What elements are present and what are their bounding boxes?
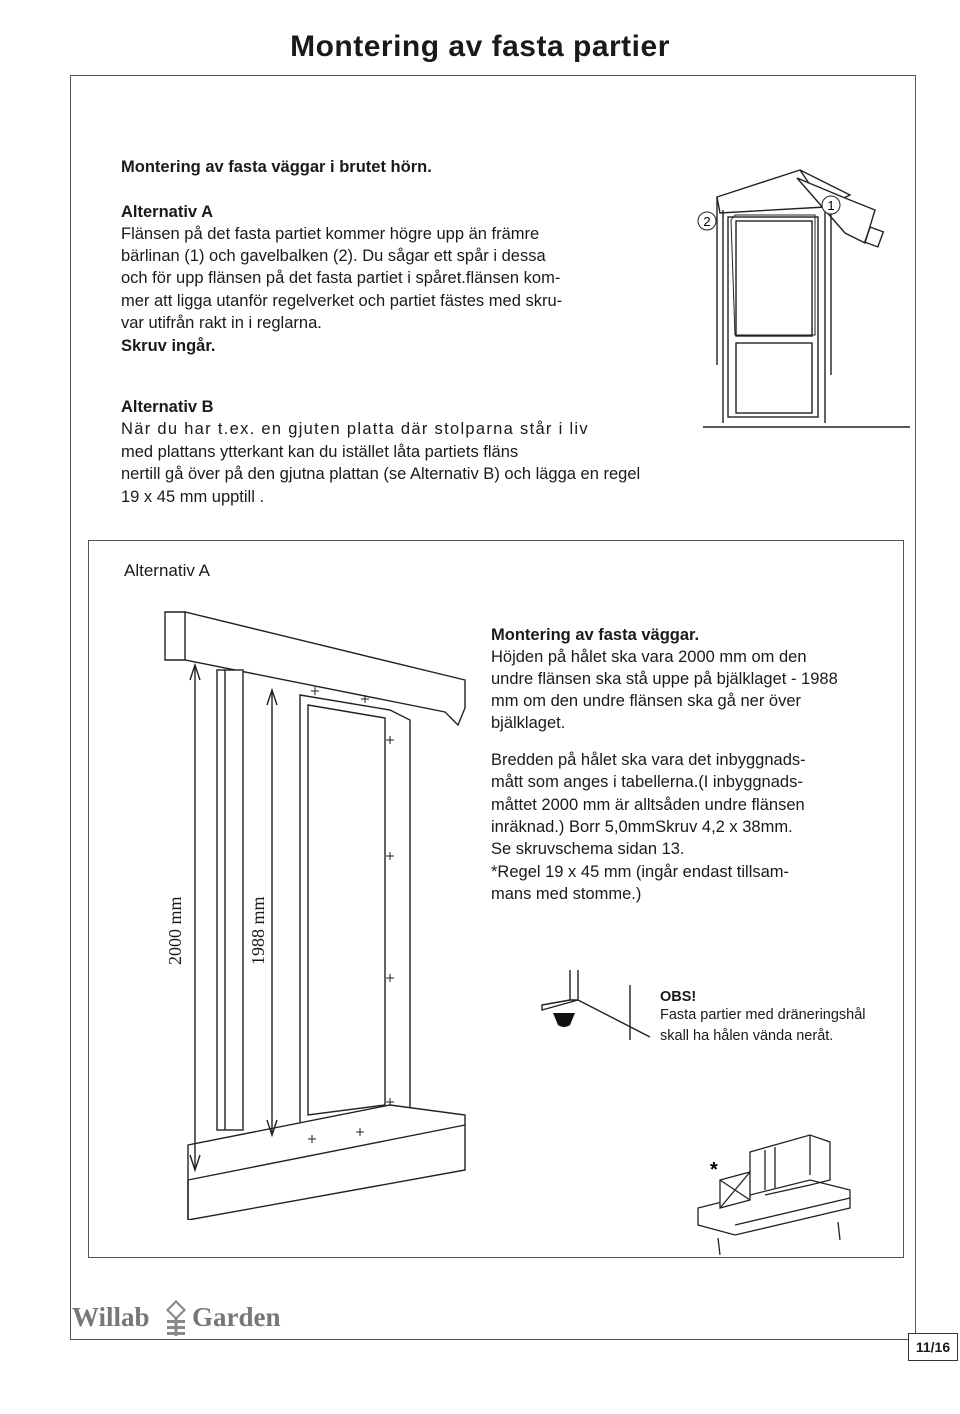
logo-word-left: Willab (72, 1302, 150, 1332)
obs-title: OBS! (660, 989, 697, 1005)
dimension-inner-label: 1988 mm (248, 896, 268, 965)
right-heading: Montering av fasta väggar. (491, 626, 700, 644)
right-para1-line: bjälklaget. (491, 714, 566, 732)
obs-line: Fasta partier med dräneringshål (660, 1007, 866, 1023)
alt-b-title: Alternativ B (121, 398, 214, 416)
alt-b-line: När du har t.ex. en gjuten platta där stolparna står i liv (121, 420, 589, 438)
logo-word-right: Garden (192, 1302, 281, 1332)
right-para2-line: mans med stomme.) (491, 885, 642, 903)
page-title: Montering av fasta partier (290, 30, 670, 63)
right-para2-line: Bredden på hålet ska vara det inbyggnads- (491, 751, 806, 769)
alt-a-line: bärlinan (1) och gavelbalken (2). Du sågar ett spår i dessa (121, 247, 546, 265)
company-logo (72, 1298, 312, 1338)
obs-line: skall ha hålen vända neråt. (660, 1028, 834, 1044)
alt-a-section-title: Alternativ A (124, 561, 210, 580)
alt-a-title: Alternativ A (121, 203, 213, 221)
right-para2-line: inräknad.) Borr 5,0mmSkruv 4,2 x 38mm. (491, 818, 793, 836)
corner-wall-diagram (695, 165, 915, 430)
right-para1-line: mm om den undre flänsen ska gå ner över (491, 692, 801, 710)
alt-a-line: och för upp flänsen på det fasta partiet i spåret.flänsen kom- (121, 269, 561, 287)
alt-a-emphasis: Skruv ingår. (121, 337, 216, 355)
alt-a-line: var utifrån rakt in i reglarna. (121, 314, 322, 332)
right-para2-line: måttet 2000 mm är alltsåden undre flänsen (491, 796, 805, 814)
alt-a-line: Flänsen på det fasta partiet kommer högre upp än främre (121, 225, 540, 243)
alt-b-line: med plattans ytterkant kan du istället låta partiets fläns (121, 443, 519, 461)
alt-b-line: 19 x 45 mm upptill . (121, 488, 265, 506)
right-para2-line: Se skruvschema sidan 13. (491, 840, 685, 858)
right-para1-line: undre flänsen ska stå uppe på bjälklaget - 1988 (491, 670, 838, 688)
section-heading: Montering av fasta väggar i brutet hörn. (121, 158, 432, 176)
right-para1-line: Höjden på hålet ska vara 2000 mm om den (491, 648, 807, 666)
drainage-profile-diagram (520, 965, 655, 1040)
page-number: 11/16 (908, 1333, 958, 1361)
callout-2: 2 (703, 214, 711, 229)
right-para2-line: *Regel 19 x 45 mm (ingår endast tillsam- (491, 863, 790, 881)
dimension-outer-label: 2000 mm (165, 896, 185, 965)
asterisk-mark: * (710, 1159, 718, 1181)
leaf-lattice-emblem-icon (162, 1298, 190, 1338)
regel-detail-diagram (690, 1130, 855, 1255)
alt-b-line: nertill gå över på den gjutna plattan (se Alternativ B) och lägga en regel (121, 465, 641, 483)
right-para2-line: mått som anges i tabellerna.(I inbyggnads- (491, 773, 803, 791)
callout-1: 1 (827, 198, 835, 213)
alt-a-line: mer att ligga utanför regelverket och partiet fästes med skru- (121, 292, 563, 310)
